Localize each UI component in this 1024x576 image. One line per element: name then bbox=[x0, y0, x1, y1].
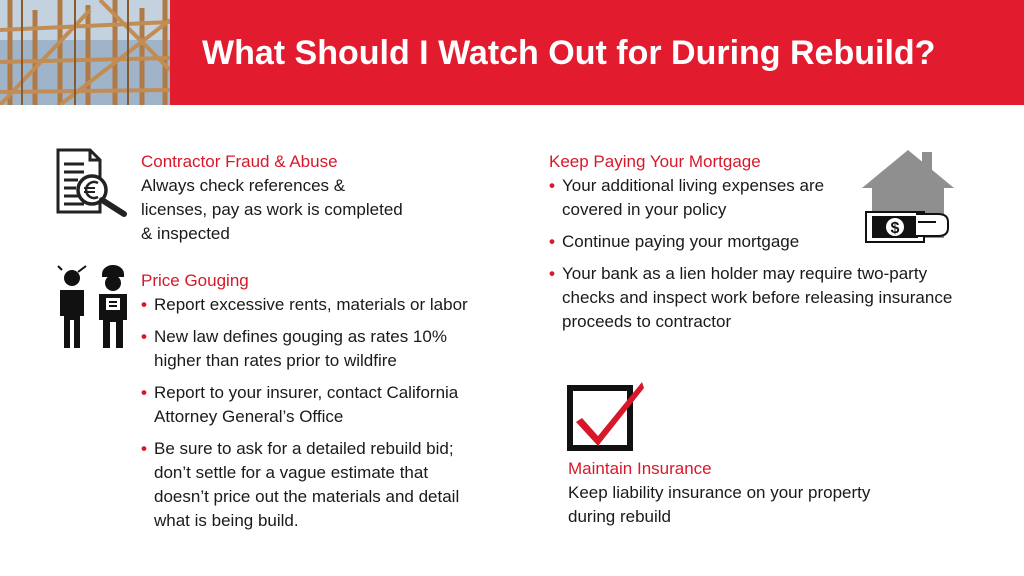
bullet-line: covered in your policy bbox=[562, 200, 727, 219]
bullet-line: Report excessive rents, materials or labor bbox=[154, 295, 468, 314]
insurance-line: Keep liability insurance on your property bbox=[568, 483, 871, 502]
house-money-icon bbox=[860, 148, 956, 251]
insurance-section bbox=[568, 457, 928, 529]
page-title: What Should I Watch Out for During Rebuild? bbox=[202, 34, 936, 72]
contractor-fraud-section bbox=[141, 150, 471, 246]
bullet-line: Be sure to ask for a detailed rebuild bid; bbox=[154, 439, 454, 458]
bullet-icon: • bbox=[141, 327, 147, 346]
bullet-line: Your bank as a lien holder may require two-party bbox=[562, 264, 928, 283]
bullet-icon: • bbox=[141, 439, 147, 458]
bullet-icon: • bbox=[549, 264, 555, 283]
bullet-item bbox=[141, 437, 501, 533]
price-gouging-heading: Price Gouging bbox=[141, 271, 249, 290]
insurance-line: during rebuild bbox=[568, 507, 672, 526]
bullet-line: higher than rates prior to wildfire bbox=[154, 351, 397, 370]
bullet-line: what is being build. bbox=[154, 511, 299, 530]
bullet-line: Report to your insurer, contact California bbox=[154, 383, 459, 402]
mortgage-heading: Keep Paying Your Mortgage bbox=[549, 152, 761, 171]
workers-icon bbox=[52, 264, 134, 355]
bullet-line: Your additional living expenses are bbox=[562, 176, 825, 195]
contractor-fraud-line: licenses, pay as work is completed bbox=[141, 200, 403, 219]
bullet-item bbox=[141, 325, 501, 373]
bullet-line: Continue paying your mortgage bbox=[562, 232, 800, 251]
header-bar bbox=[0, 0, 1024, 105]
bullet-item bbox=[141, 293, 501, 317]
bullet-line: proceeds to contractor bbox=[562, 312, 732, 331]
contractor-fraud-heading: Contractor Fraud & Abuse bbox=[141, 152, 338, 171]
document-euro-magnifier-icon bbox=[54, 148, 130, 223]
insurance-heading: Maintain Insurance bbox=[568, 459, 712, 478]
bullet-icon: • bbox=[141, 383, 147, 402]
bullet-icon: • bbox=[549, 232, 555, 251]
bullet-line: doesn’t price out the materials and detail bbox=[154, 487, 460, 506]
contractor-fraud-line: Always check references & bbox=[141, 176, 346, 195]
bullet-line: don’t settle for a vague estimate that bbox=[154, 463, 429, 482]
bullet-line: Attorney General’s Office bbox=[154, 407, 344, 426]
bullet-icon: • bbox=[549, 176, 555, 195]
checkbox-checked-icon bbox=[566, 380, 648, 457]
price-gouging-section bbox=[141, 269, 501, 541]
bullet-line: checks and inspect work before releasing insurance bbox=[562, 288, 953, 307]
bullet-item bbox=[141, 381, 501, 429]
bullet-item bbox=[549, 262, 989, 334]
dollar-sign-icon: $ bbox=[890, 220, 900, 237]
bullet-line: New law defines gouging as rates 10% bbox=[154, 327, 447, 346]
price-gouging-bullet-list bbox=[141, 293, 501, 533]
contractor-fraud-line: & inspected bbox=[141, 224, 230, 243]
bullet-icon: • bbox=[141, 295, 147, 314]
construction-framing-photo bbox=[0, 0, 170, 105]
